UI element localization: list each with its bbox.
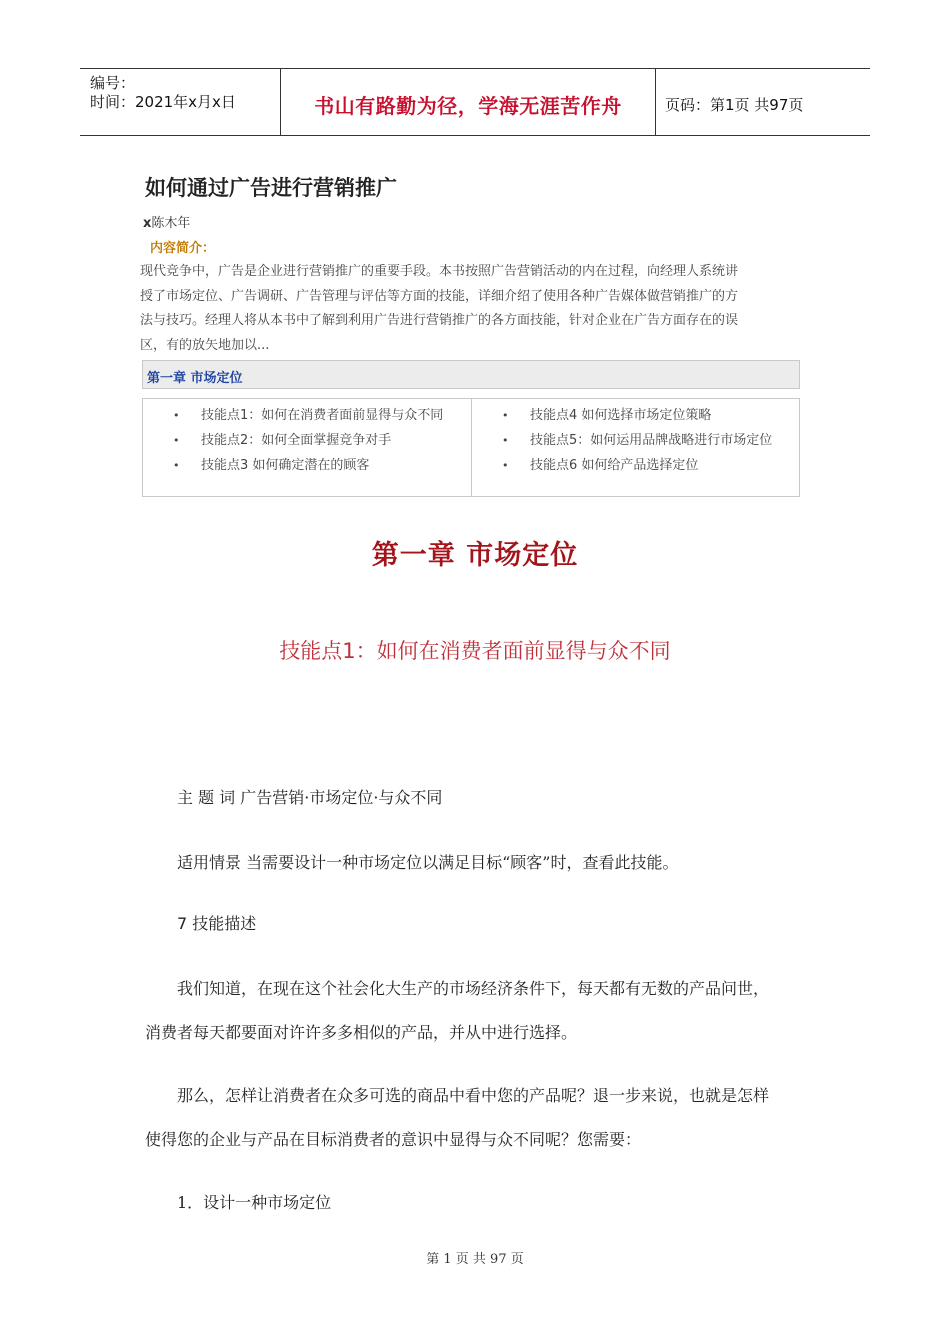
paragraph-line: 消费者每天都要面对许许多多相似的产品，并从中进行选择。: [145, 1023, 578, 1042]
toc-item-skill-6[interactable]: [502, 454, 698, 473]
bullet-icon: •: [502, 459, 509, 472]
header-page-label: 页码：第1页 共97页: [665, 96, 804, 114]
header-top-rule: [80, 68, 870, 69]
bullet-icon: •: [502, 409, 509, 422]
bullet-icon: •: [173, 434, 180, 447]
summary-line: 授了市场定位、广告调研、广告管理与评估等方面的技能，详细介绍了使用各种广告媒体做营销推广的方: [140, 288, 739, 304]
toc-item-label: 技能点6 如何给产品选择定位: [530, 458, 699, 473]
toc-item-skill-5[interactable]: [502, 429, 772, 448]
document-title: 如何通过广告进行营销推广: [145, 176, 397, 200]
skill-title: 技能点1：如何在消费者面前显得与众不同: [279, 639, 671, 663]
toc-item-label: 技能点3 如何确定潜在的顾客: [201, 458, 370, 473]
author-line: [143, 212, 190, 231]
scenario-line: 适用情景 当需要设计一种市场定位以满足目标“顾客”时，查看此技能。: [177, 853, 679, 872]
toc-item-label: 技能点5：如何运用品牌战略进行市场定位: [530, 433, 773, 448]
toc-item-label: 技能点1：如何在消费者面前显得与众不同: [201, 408, 444, 423]
summary-line: 区，有的放矢地加以...: [140, 337, 270, 353]
header-date-label: 时间：2021年x月x日: [90, 93, 236, 111]
toc-item-label: 技能点2：如何全面掌握竞争对手: [201, 433, 392, 448]
toc-item-skill-4[interactable]: [502, 404, 711, 423]
bullet-icon: •: [173, 409, 180, 422]
summary-line: 现代竞争中，广告是企业进行营销推广的重要手段。本书按照广告营销活动的内在过程，向经理人系统讲: [140, 264, 739, 279]
paragraph-line: 那么，怎样让消费者在众多可选的商品中看中您的产品呢？退一步来说，也就是怎样: [177, 1086, 770, 1105]
bullet-icon: •: [502, 434, 509, 447]
keywords-line: 主 题 词 广告营销·市场定位·与众不同: [177, 788, 443, 807]
header-bottom-rule: [80, 135, 870, 136]
header-divider-right: [655, 68, 656, 136]
summary-line: 法与技巧。经理人将从本书中了解到利用广告进行营销推广的各方面技能，针对企业在广告方面存在的误: [140, 313, 739, 328]
section-heading: 7 技能描述: [177, 914, 257, 933]
chapter-heading: 第一章 市场定位: [371, 540, 579, 571]
toc-item-label: 技能点4 如何选择市场定位策略: [530, 408, 712, 423]
toc-item-skill-2[interactable]: [173, 429, 391, 448]
list-item: 1．设计一种市场定位: [177, 1193, 332, 1212]
header-motto: 书山有路勤为径，学海无涯苦作舟: [314, 94, 622, 118]
toc-column-divider: [471, 398, 472, 497]
summary-label: 内容简介：: [150, 241, 216, 256]
page-footer: 第 1 页 共 97 页: [426, 1252, 524, 1267]
paragraph-line: 使得您的企业与产品在目标消费者的意识中显得与众不同呢？您需要：: [145, 1130, 642, 1149]
author-name: 陈木年: [151, 216, 191, 231]
paragraph-line: 我们知道，在现在这个社会化大生产的市场经济条件下，每天都有无数的产品问世，: [177, 979, 770, 998]
toc-chapter-link[interactable]: 第一章 市场定位: [147, 371, 243, 386]
toc-item-skill-3[interactable]: [173, 454, 369, 473]
author-prefix: x: [143, 216, 152, 231]
bullet-icon: •: [173, 459, 180, 472]
toc-item-skill-1[interactable]: [173, 404, 443, 423]
summary-paragraph: [140, 260, 804, 358]
header-number-label: 编号：: [90, 74, 136, 92]
